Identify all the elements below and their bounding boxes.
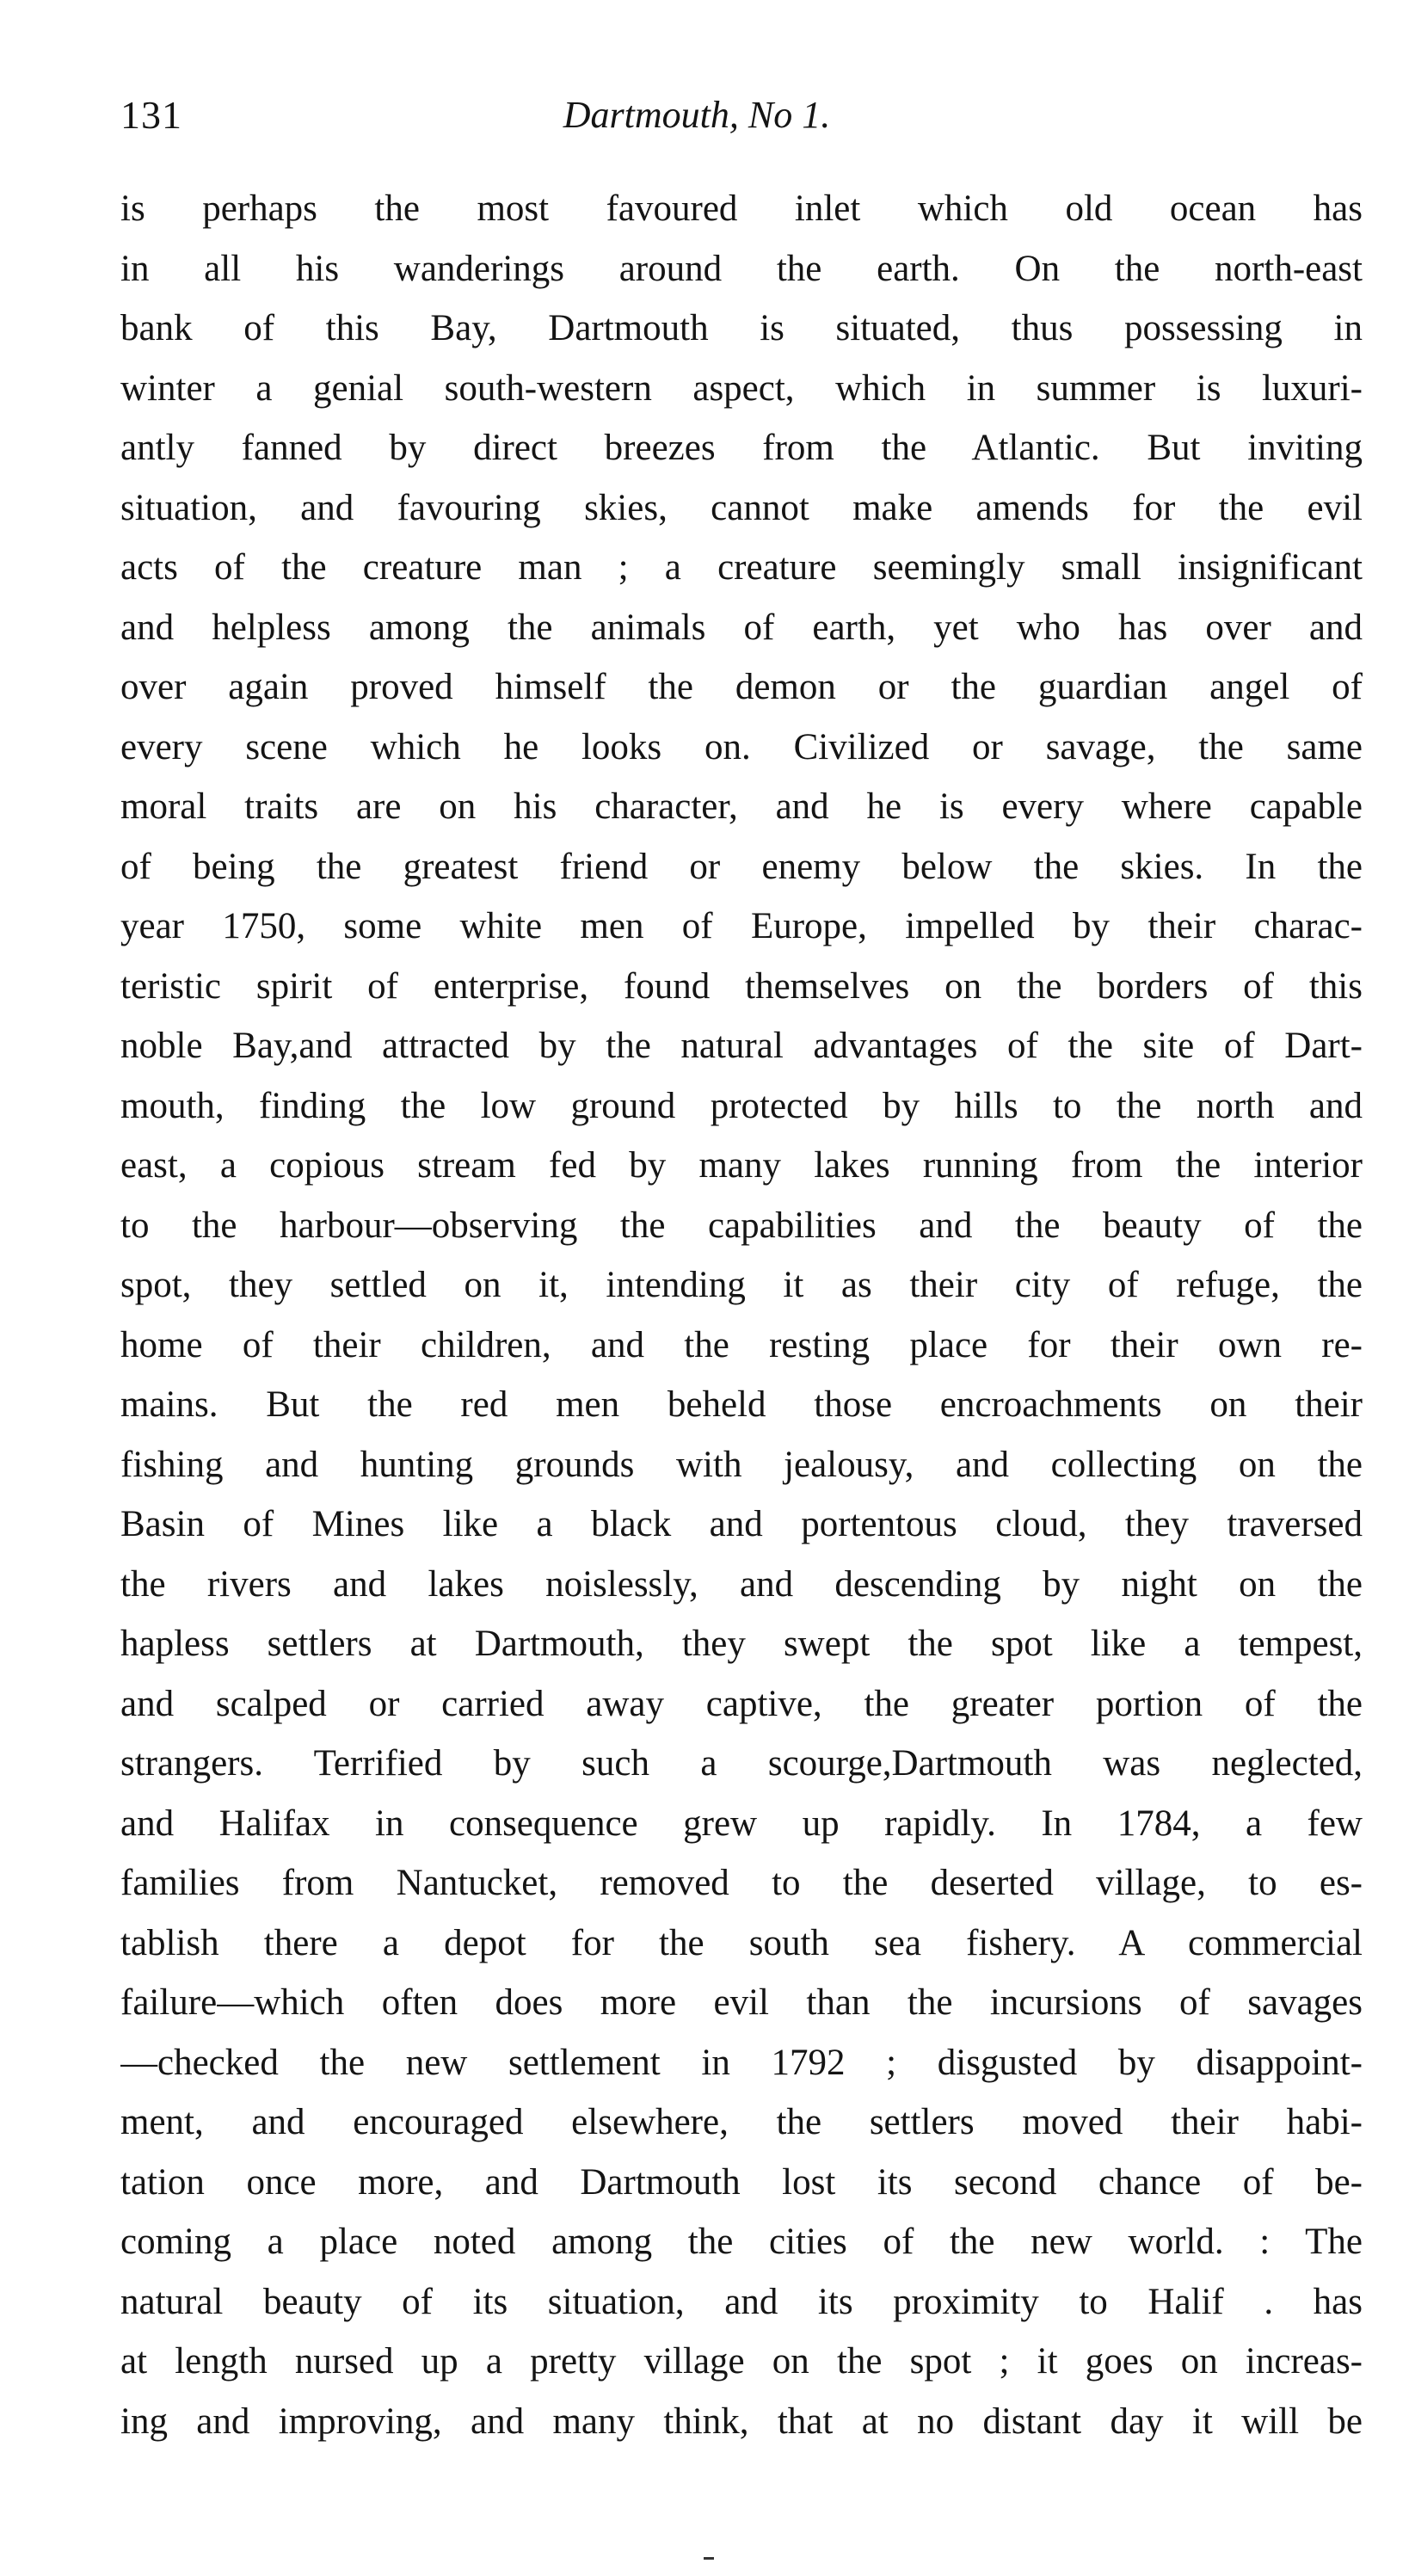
text-line: tablish there a depot for the south sea fishery. A commercial [120, 1922, 1363, 1963]
text-line: —checked the new settlement in 1792 ; disgusted by disappoint- [120, 2042, 1363, 2083]
text-line: to the harbour—observing the capabilities and the beauty of the [120, 1205, 1363, 1246]
text-line: hapless settlers at Dartmouth, they swept the spot like a tempest, [120, 1624, 1363, 1664]
text-line: over again proved himself the demon or the guardian angel of [120, 667, 1363, 707]
text-line: home of their children, and the resting place for their own re- [120, 1324, 1363, 1365]
text-line: mouth, finding the low ground protected by hills to the north and [120, 1085, 1363, 1126]
text-line: is perhaps the most favoured inlet which old ocean has [120, 188, 1363, 229]
text-line: Basin of Mines like a black and portentous cloud, they traversed [120, 1504, 1363, 1544]
text-line: ing and improving, and many think, that at no distant day it will be [120, 2400, 1363, 2442]
text-line: mains. But the red men beheld those encroachments on their [120, 1384, 1363, 1425]
page-number: 131 [120, 93, 182, 137]
text-line: bank of this Bay, Dartmouth is situated, thus possessing in [120, 308, 1363, 348]
text-line: spot, they settled on it, intending it as their city of refuge, the [120, 1265, 1363, 1305]
text-line: families from Nantucket, removed to the deserted village, to es- [120, 1863, 1363, 1903]
text-line: antly fanned by direct breezes from the Atlantic. But inviting [120, 428, 1363, 468]
text-line: situation, and favouring skies, cannot make amends for the evil [120, 487, 1363, 528]
text-line: ment, and encouraged elsewhere, the settlers moved their habi- [120, 2102, 1363, 2142]
text-line: and helpless among the animals of earth, yet who has over and [120, 607, 1363, 648]
text-line: at length nursed up a pretty village on the spot ; it goes on increas- [120, 2341, 1363, 2382]
running-title: Dartmouth, No 1. [563, 94, 831, 136]
text-line: winter a genial south-western aspect, which in summer is luxuri- [120, 367, 1363, 409]
text-line: acts of the creature man ; a creature seemingly small insignificant [120, 547, 1363, 588]
running-head [120, 89, 1376, 141]
text-line: noble Bay,and attracted by the natural advantages of the site of Dart- [120, 1026, 1363, 1066]
text-line: the rivers and lakes noislessly, and descending by night on the [120, 1563, 1363, 1605]
text-line: tation once more, and Dartmouth lost its second chance of be- [120, 2161, 1363, 2203]
text-line: natural beauty of its situation, and its proximity to Halif . has [120, 2281, 1363, 2322]
text-line: and Halifax in consequence grew up rapidly. In 1784, a few [120, 1803, 1363, 1844]
text-line: failure—which often does more evil than the incursions of savages [120, 1982, 1363, 2023]
text-line: east, a copious stream fed by many lakes running from the interior [120, 1145, 1363, 1186]
body-text [120, 179, 1363, 2451]
text-line: moral traits are on his character, and he is every where capable [120, 786, 1363, 827]
text-line: coming a place noted among the cities of the new world. : The [120, 2222, 1363, 2262]
text-line: and scalped or carried away captive, the greater portion of the [120, 1683, 1363, 1724]
text-line: teristic spirit of enterprise, found themselves on the borders of this [120, 965, 1363, 1007]
text-line: strangers. Terrified by such a scourge,Dartmouth was neglected, [120, 1743, 1363, 1784]
text-line: in all his wanderings around the earth. On the north-east [120, 248, 1363, 289]
text-line: every scene which he looks on. Civilized or savage, the same [120, 726, 1363, 767]
ink-mark [704, 2557, 714, 2560]
text-line: year 1750, some white men of Europe, impelled by their charac- [120, 906, 1363, 946]
text-line: of being the greatest friend or enemy below the skies. In the [120, 846, 1363, 887]
text-line: fishing and hunting grounds with jealousy, and collecting on the [120, 1444, 1363, 1485]
